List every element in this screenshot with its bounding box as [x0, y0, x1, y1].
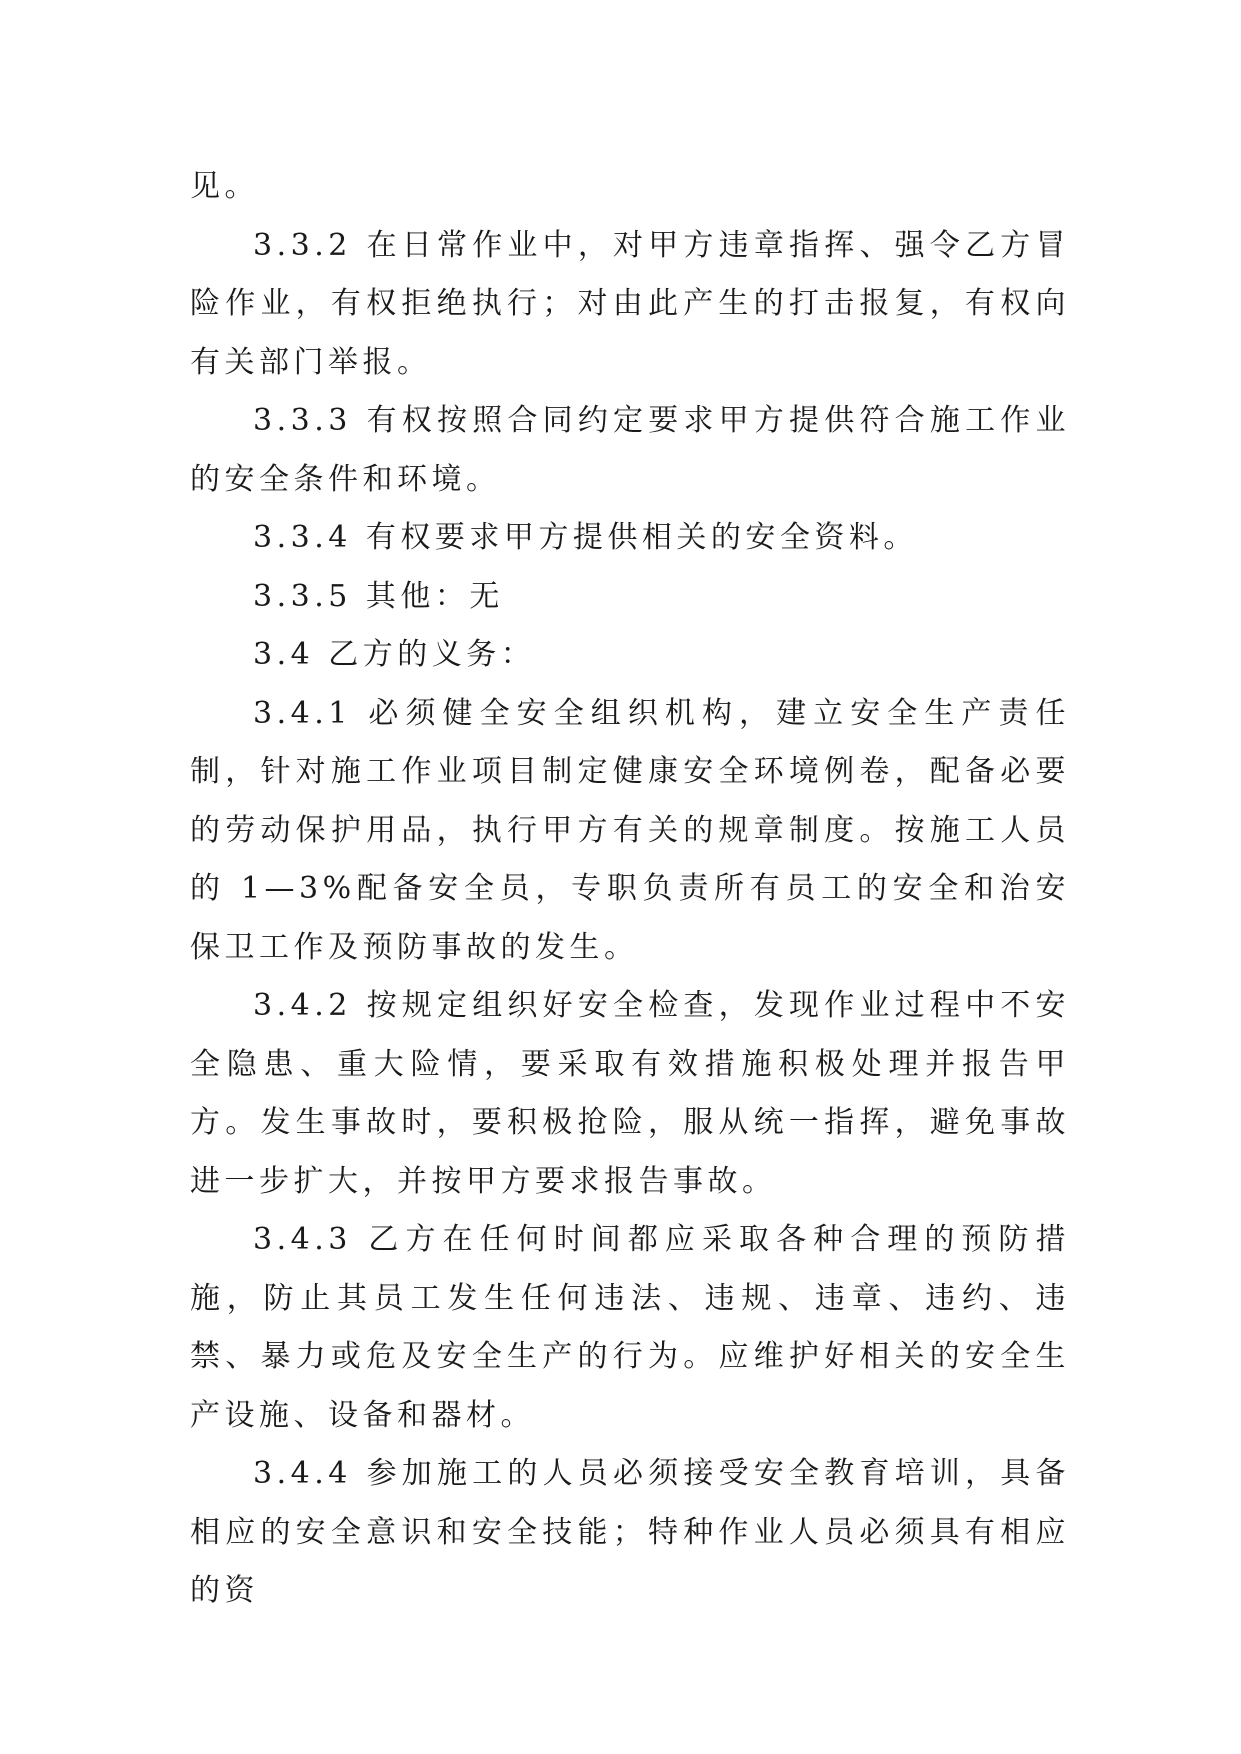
paragraph-3-4-3: 3.4.3 乙方在任何时间都应采取各种合理的预防措施，防止其员工发生任何违法、违规、违章、违约、违禁、暴力或危及安全生产的行为。应维护好相关的安全生产设施、设备和器材。: [190, 1222, 1070, 1433]
heading-3-4: 3.4 乙方的义务：: [253, 637, 536, 672]
paragraph-3-3-5: 3.3.5 其他：无: [253, 578, 504, 614]
paragraph-3-4-1: 3.4.1 必须健全安全组织机构，建立安全生产责任制，针对施工作业项目制定健康安全环境例卷，配备必要的劳动保护用品，执行甲方有关的规章制度。按施工人员的 1—3%配备安全员，专职负责所有员工的安全和治安保卫工作及预防事故的发生。: [190, 695, 1070, 965]
paragraph-3-4-4: 3.4.4 参加施工的人员必须接受安全教育培训，具备相应的安全意识和安全技能；特种作业人员必须具有相应的资: [190, 1456, 1070, 1608]
paragraph-continuation: 见。: [190, 169, 259, 204]
body-text: [190, 158, 1070, 1621]
paragraph-3-3-4: 3.3.4 有权要求甲方提供相关的安全资料。: [253, 520, 918, 555]
paragraph-3-3-3: 3.3.3 有权按照合同约定要求甲方提供符合施工作业的安全条件和环境。: [190, 403, 1070, 497]
paragraph-3-3-2: 3.3.2 在日常作业中，对甲方违章指挥、强令乙方冒险作业，有权拒绝执行；对由此产生的打击报复，有权向有关部门举报。: [190, 227, 1070, 380]
paragraph-3-4-2: 3.4.2 按规定组织好安全检查，发现作业过程中不安全隐患、重大险情，要采取有效措施积极处理并报告甲方。发生事故时，要积极抢险，服从统一指挥，避免事故进一步扩大，并按甲方要求报告事故。: [190, 988, 1070, 1199]
